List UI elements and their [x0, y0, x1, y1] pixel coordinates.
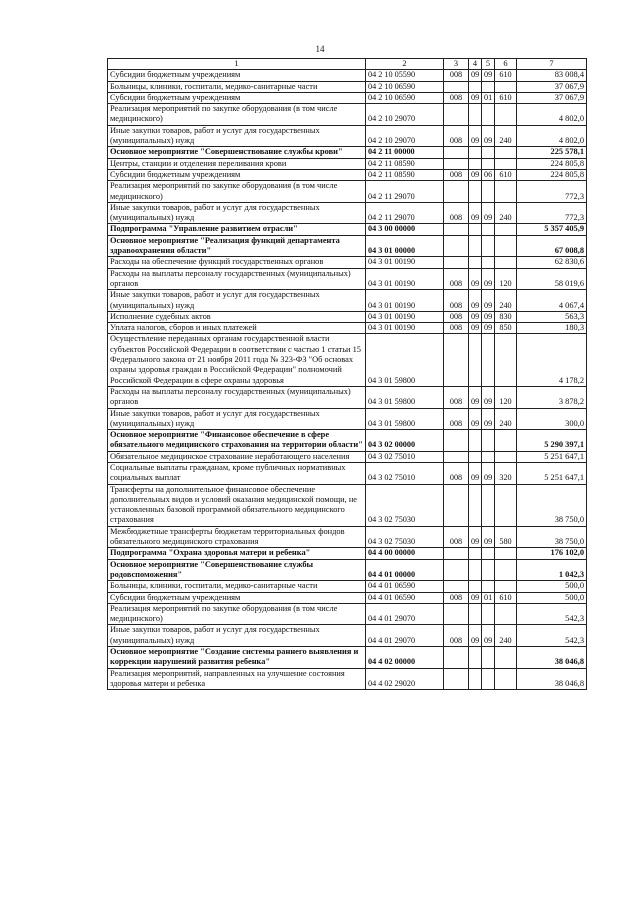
row-code: 04 3 01 00190	[366, 311, 444, 322]
row-code: 04 4 01 06590	[366, 581, 444, 592]
row-name: Обязательное медицинское страхование неработающего населения	[108, 451, 366, 462]
row-c4	[469, 334, 482, 386]
row-c4: 09	[469, 202, 482, 224]
row-c4	[469, 158, 482, 169]
row-c5: 09	[482, 408, 495, 430]
row-c5: 09	[482, 526, 495, 548]
row-name: Реализация мероприятий по закупке оборудования (в том числе медицинского)	[108, 603, 366, 625]
row-c3: 008	[444, 92, 469, 103]
row-c5	[482, 235, 495, 257]
row-c6: 580	[495, 526, 517, 548]
row-c6: 830	[495, 311, 517, 322]
row-code: 04 3 01 59800	[366, 386, 444, 408]
row-amount: 300,0	[517, 408, 587, 430]
row-c3	[444, 224, 469, 235]
row-amount: 180,3	[517, 323, 587, 334]
table-row	[108, 668, 587, 690]
row-name: Расходы на выплаты персоналу государственных (муниципальных) органов	[108, 386, 366, 408]
row-c6	[495, 559, 517, 581]
table-header-row	[108, 59, 587, 70]
table-row	[108, 559, 587, 581]
row-code: 04 3 02 75010	[366, 451, 444, 462]
row-c5: 09	[482, 268, 495, 290]
row-c6: 240	[495, 625, 517, 647]
row-c4	[469, 224, 482, 235]
row-c5	[482, 334, 495, 386]
row-code: 04 4 00 00000	[366, 548, 444, 559]
row-c4	[469, 81, 482, 92]
row-c3: 008	[444, 323, 469, 334]
row-c5: 09	[482, 625, 495, 647]
row-name: Трансферты на дополнительное финансовое обеспечение дополнительных видов и условий оказания медицинской помощи, не установленных базовой программой обязательного медицинского страхования	[108, 484, 366, 526]
row-c5: 01	[482, 592, 495, 603]
table-row	[108, 408, 587, 430]
row-amount: 225 578,1	[517, 147, 587, 158]
row-amount: 4 802,0	[517, 125, 587, 147]
row-c3	[444, 104, 469, 126]
budget-table	[107, 58, 587, 690]
table-row	[108, 81, 587, 92]
row-c5	[482, 647, 495, 669]
row-c5: 09	[482, 311, 495, 322]
row-name: Уплата налогов, сборов и иных платежей	[108, 323, 366, 334]
row-code: 04 4 01 29070	[366, 625, 444, 647]
row-code: 04 2 11 00000	[366, 147, 444, 158]
row-c6	[495, 581, 517, 592]
table-row	[108, 125, 587, 147]
row-c6: 120	[495, 386, 517, 408]
row-name: Межбюджетные трансферты бюджетам территориальных фондов обязательного медицинского страхования	[108, 526, 366, 548]
row-name: Подпрограмма "Управление развитием отрасли"	[108, 224, 366, 235]
row-name: Основное мероприятие "Совершенствование службы крови"	[108, 147, 366, 158]
row-c6	[495, 603, 517, 625]
row-code: 04 2 10 29070	[366, 104, 444, 126]
page-number: 14	[315, 44, 325, 54]
row-c5: 06	[482, 169, 495, 180]
row-c3	[444, 158, 469, 169]
row-c4	[469, 104, 482, 126]
row-code: 04 4 01 00000	[366, 559, 444, 581]
row-c5	[482, 603, 495, 625]
row-c6: 610	[495, 92, 517, 103]
row-c5: 09	[482, 462, 495, 484]
row-code: 04 2 11 08590	[366, 169, 444, 180]
row-c5	[482, 158, 495, 169]
header-col-5: 5	[482, 59, 495, 70]
table-row	[108, 147, 587, 158]
row-amount: 37 067,9	[517, 92, 587, 103]
row-amount: 5 251 647,1	[517, 462, 587, 484]
row-c3: 008	[444, 625, 469, 647]
table-row	[108, 484, 587, 526]
header-col-1: 1	[108, 59, 366, 70]
row-c3: 008	[444, 268, 469, 290]
row-name: Иные закупки товаров, работ и услуг для государственных (муниципальных) нужд	[108, 202, 366, 224]
header-col-7: 7	[517, 59, 587, 70]
row-c5	[482, 147, 495, 158]
row-code: 04 3 01 00000	[366, 235, 444, 257]
row-code: 04 4 02 00000	[366, 647, 444, 669]
row-c4: 09	[469, 92, 482, 103]
row-code: 04 3 02 00000	[366, 430, 444, 452]
row-c4	[469, 603, 482, 625]
table-row	[108, 202, 587, 224]
row-c6	[495, 224, 517, 235]
table-row	[108, 181, 587, 203]
row-c3: 008	[444, 408, 469, 430]
row-name: Основное мероприятие "Совершенствование службы родовспоможения"	[108, 559, 366, 581]
row-c3: 008	[444, 592, 469, 603]
table-row	[108, 290, 587, 312]
row-amount: 224 805,8	[517, 158, 587, 169]
table-row	[108, 526, 587, 548]
row-c3	[444, 81, 469, 92]
row-name: Центры, станции и отделения переливания крови	[108, 158, 366, 169]
row-amount: 38 046,8	[517, 647, 587, 669]
row-c6	[495, 484, 517, 526]
row-c4	[469, 548, 482, 559]
row-c6: 610	[495, 592, 517, 603]
row-amount: 4 178,2	[517, 334, 587, 386]
row-c4	[469, 559, 482, 581]
row-c4	[469, 668, 482, 690]
row-c5	[482, 548, 495, 559]
row-c3	[444, 668, 469, 690]
row-amount: 37 067,9	[517, 81, 587, 92]
row-c5: 09	[482, 290, 495, 312]
row-c4: 09	[469, 70, 482, 81]
row-c6	[495, 668, 517, 690]
row-c6	[495, 181, 517, 203]
row-name: Социальные выплаты гражданам, кроме публичных нормативных социальных выплат	[108, 462, 366, 484]
row-amount: 542,3	[517, 625, 587, 647]
header-col-2: 2	[366, 59, 444, 70]
row-c6	[495, 235, 517, 257]
row-c3	[444, 647, 469, 669]
row-code: 04 3 02 75030	[366, 484, 444, 526]
row-c5: 09	[482, 125, 495, 147]
row-amount: 58 019,6	[517, 268, 587, 290]
row-amount: 5 290 397,1	[517, 430, 587, 452]
row-code: 04 4 01 06590	[366, 592, 444, 603]
row-amount: 5 251 647,1	[517, 451, 587, 462]
row-code: 04 3 00 00000	[366, 224, 444, 235]
row-c4: 09	[469, 408, 482, 430]
row-c6: 320	[495, 462, 517, 484]
row-c4: 09	[469, 625, 482, 647]
row-c5	[482, 181, 495, 203]
row-c6	[495, 548, 517, 559]
row-amount: 83 008,4	[517, 70, 587, 81]
row-c4	[469, 147, 482, 158]
row-c5	[482, 104, 495, 126]
row-amount: 4 802,0	[517, 104, 587, 126]
row-c5	[482, 430, 495, 452]
row-c4	[469, 484, 482, 526]
row-code: 04 2 11 08590	[366, 158, 444, 169]
row-c5: 01	[482, 92, 495, 103]
row-c6: 850	[495, 323, 517, 334]
row-c4	[469, 181, 482, 203]
row-c4	[469, 581, 482, 592]
table-row	[108, 323, 587, 334]
row-c5	[482, 559, 495, 581]
row-c6	[495, 147, 517, 158]
row-name: Субсидии бюджетным учреждениям	[108, 92, 366, 103]
row-code: 04 3 02 75030	[366, 526, 444, 548]
table-row	[108, 548, 587, 559]
row-c4: 09	[469, 311, 482, 322]
table-row	[108, 268, 587, 290]
row-c6	[495, 257, 517, 268]
row-c4: 09	[469, 125, 482, 147]
row-c5	[482, 581, 495, 592]
row-amount: 542,3	[517, 603, 587, 625]
table-row	[108, 92, 587, 103]
row-c3: 008	[444, 526, 469, 548]
row-code: 04 3 01 59800	[366, 408, 444, 430]
row-amount: 500,0	[517, 581, 587, 592]
table-row	[108, 334, 587, 386]
table-row	[108, 386, 587, 408]
row-c6	[495, 451, 517, 462]
row-c3	[444, 451, 469, 462]
row-c4	[469, 257, 482, 268]
row-c3	[444, 581, 469, 592]
table-row	[108, 224, 587, 235]
row-c3: 008	[444, 202, 469, 224]
row-c3	[444, 484, 469, 526]
row-c4: 09	[469, 268, 482, 290]
row-c5	[482, 668, 495, 690]
row-c6	[495, 334, 517, 386]
table-row	[108, 311, 587, 322]
row-c4: 09	[469, 526, 482, 548]
table-row	[108, 592, 587, 603]
row-c3: 008	[444, 125, 469, 147]
row-c6: 240	[495, 202, 517, 224]
row-name: Субсидии бюджетным учреждениям	[108, 592, 366, 603]
table-row	[108, 235, 587, 257]
row-c3	[444, 257, 469, 268]
row-name: Реализация мероприятий по закупке оборудования (в том числе медицинского)	[108, 181, 366, 203]
row-c3	[444, 559, 469, 581]
row-amount: 5 357 405,9	[517, 224, 587, 235]
row-name: Иные закупки товаров, работ и услуг для государственных (муниципальных) нужд	[108, 625, 366, 647]
row-c6	[495, 158, 517, 169]
row-name: Расходы на обеспечение функций государственных органов	[108, 257, 366, 268]
row-amount: 1 042,3	[517, 559, 587, 581]
row-amount: 38 750,0	[517, 526, 587, 548]
row-name: Реализация мероприятий по закупке оборудования (в том числе медицинского)	[108, 104, 366, 126]
row-c4: 09	[469, 386, 482, 408]
table-row	[108, 462, 587, 484]
table-row	[108, 430, 587, 452]
table-row	[108, 169, 587, 180]
table-row	[108, 625, 587, 647]
row-code: 04 2 11 29070	[366, 202, 444, 224]
row-amount: 176 102,0	[517, 548, 587, 559]
row-code: 04 2 10 29070	[366, 125, 444, 147]
row-name: Подпрограмма "Охрана здоровья матери и ребенка"	[108, 548, 366, 559]
row-amount: 563,3	[517, 311, 587, 322]
row-c6	[495, 104, 517, 126]
row-amount: 4 067,4	[517, 290, 587, 312]
row-c5	[482, 257, 495, 268]
row-c4: 09	[469, 462, 482, 484]
row-amount: 62 830,6	[517, 257, 587, 268]
row-c6: 610	[495, 70, 517, 81]
row-c3	[444, 147, 469, 158]
row-code: 04 2 10 06590	[366, 81, 444, 92]
row-c3: 008	[444, 290, 469, 312]
row-c5	[482, 224, 495, 235]
row-c6: 240	[495, 408, 517, 430]
row-name: Иные закупки товаров, работ и услуг для государственных (муниципальных) нужд	[108, 408, 366, 430]
row-c3	[444, 235, 469, 257]
row-c6: 240	[495, 290, 517, 312]
row-amount: 38 046,8	[517, 668, 587, 690]
row-c3: 008	[444, 70, 469, 81]
row-c5	[482, 81, 495, 92]
header-col-4: 4	[469, 59, 482, 70]
row-c6: 610	[495, 169, 517, 180]
row-c6: 240	[495, 125, 517, 147]
row-name: Основное мероприятие "Финансовое обеспечение в сфере обязательного медицинского страхования на территории области"	[108, 430, 366, 452]
row-c3	[444, 334, 469, 386]
table-row	[108, 603, 587, 625]
header-col-6: 6	[495, 59, 517, 70]
row-c3	[444, 181, 469, 203]
table-row	[108, 257, 587, 268]
row-c5: 09	[482, 386, 495, 408]
row-name: Расходы на выплаты персоналу государственных (муниципальных) органов	[108, 268, 366, 290]
row-amount: 67 008,8	[517, 235, 587, 257]
row-c4: 09	[469, 592, 482, 603]
row-name: Основное мероприятие "Реализация функций департамента здравоохранения области"	[108, 235, 366, 257]
row-c5: 09	[482, 70, 495, 81]
row-code: 04 3 01 00190	[366, 323, 444, 334]
row-c4	[469, 451, 482, 462]
row-code: 04 2 10 06590	[366, 92, 444, 103]
row-c5: 09	[482, 323, 495, 334]
row-c3	[444, 603, 469, 625]
row-code: 04 4 01 29070	[366, 603, 444, 625]
row-amount: 3 878,2	[517, 386, 587, 408]
row-code: 04 3 01 00190	[366, 268, 444, 290]
row-name: Реализация мероприятий, направленных на улучшение состояния здоровья матери и ребенка	[108, 668, 366, 690]
row-name: Исполнение судебных актов	[108, 311, 366, 322]
row-code: 04 3 01 00190	[366, 290, 444, 312]
table-row	[108, 104, 587, 126]
row-c6	[495, 647, 517, 669]
row-code: 04 3 01 59800	[366, 334, 444, 386]
row-c6	[495, 430, 517, 452]
row-name: Больницы, клиники, госпитали, медико-санитарные части	[108, 581, 366, 592]
table-row	[108, 158, 587, 169]
row-amount: 224 805,8	[517, 169, 587, 180]
row-amount: 772,3	[517, 181, 587, 203]
row-name: Субсидии бюджетным учреждениям	[108, 169, 366, 180]
row-name: Иные закупки товаров, работ и услуг для государственных (муниципальных) нужд	[108, 125, 366, 147]
row-c5	[482, 451, 495, 462]
row-code: 04 2 11 29070	[366, 181, 444, 203]
row-c6	[495, 81, 517, 92]
row-c5: 09	[482, 202, 495, 224]
row-c4: 09	[469, 290, 482, 312]
row-c4	[469, 430, 482, 452]
row-code: 04 3 02 75010	[366, 462, 444, 484]
table-row	[108, 451, 587, 462]
row-c3	[444, 430, 469, 452]
row-c4	[469, 235, 482, 257]
table-body	[108, 70, 587, 690]
row-c4: 09	[469, 323, 482, 334]
row-name: Больницы, клиники, госпитали, медико-санитарные части	[108, 81, 366, 92]
row-c3: 008	[444, 311, 469, 322]
row-code: 04 3 01 00190	[366, 257, 444, 268]
row-c4: 09	[469, 169, 482, 180]
row-amount: 500,0	[517, 592, 587, 603]
table-row	[108, 70, 587, 81]
table-row	[108, 581, 587, 592]
row-amount: 772,3	[517, 202, 587, 224]
row-c6: 120	[495, 268, 517, 290]
row-name: Субсидии бюджетным учреждениям	[108, 70, 366, 81]
row-c4	[469, 647, 482, 669]
row-c3: 008	[444, 386, 469, 408]
row-c3: 008	[444, 169, 469, 180]
row-name: Осуществление переданных органам государственной власти субъектов Российской Федерации в соответствии с частью 1 статьи 15 Федерального закона от 21 ноября 2011 года № 323-ФЗ "Об основах охраны здоровья граждан в Российской Федерации" полномочий Российской Федерации в сфере охраны здоровья	[108, 334, 366, 386]
table-row	[108, 647, 587, 669]
row-name: Иные закупки товаров, работ и услуг для государственных (муниципальных) нужд	[108, 290, 366, 312]
row-c3	[444, 548, 469, 559]
header-col-3: 3	[444, 59, 469, 70]
row-name: Основное мероприятие "Создание системы раннего выявления и коррекции нарушений развития ребенка"	[108, 647, 366, 669]
row-c3: 008	[444, 462, 469, 484]
row-c5	[482, 484, 495, 526]
row-code: 04 4 02 29020	[366, 668, 444, 690]
row-amount: 38 750,0	[517, 484, 587, 526]
row-code: 04 2 10 05590	[366, 70, 444, 81]
